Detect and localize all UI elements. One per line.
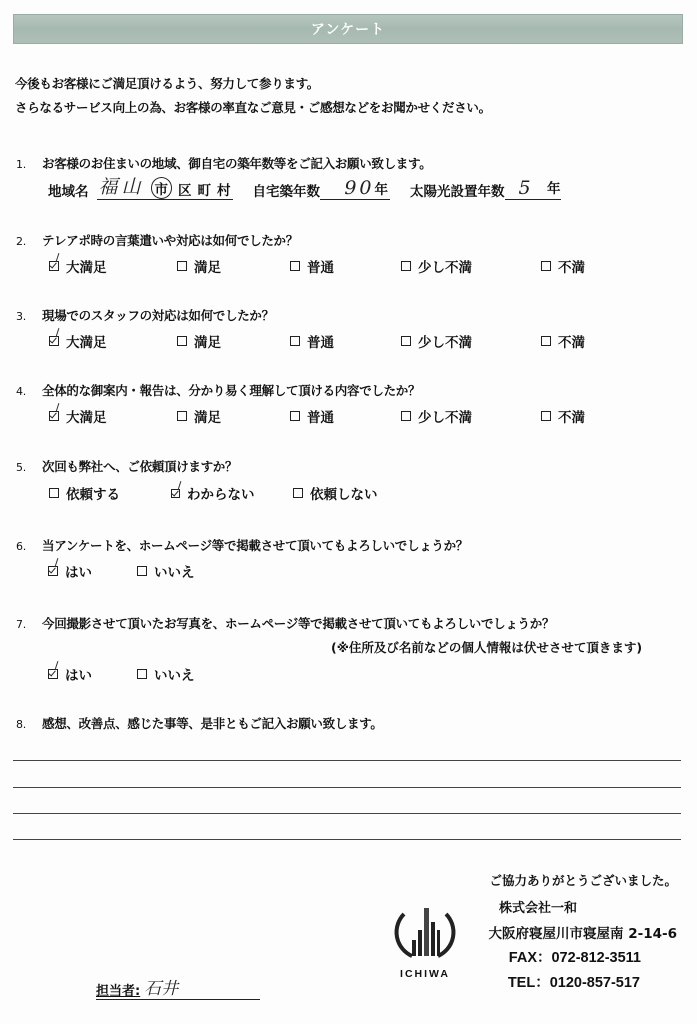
checkbox-icon[interactable] <box>541 261 551 271</box>
checkbox-icon[interactable] <box>290 336 300 346</box>
q5-option-will-not-request[interactable]: 依頼しない <box>293 483 378 503</box>
question-5 <box>16 457 237 475</box>
checkbox-icon[interactable] <box>401 261 411 271</box>
q2-option-satisfied[interactable]: 満足 <box>177 256 221 276</box>
thanks-message: ご協力ありがとうございました。 <box>489 873 677 888</box>
q3-option-very-satisfied[interactable]: 大満足 <box>49 331 107 351</box>
q1-fields <box>48 172 561 200</box>
checkbox-icon[interactable] <box>401 411 411 421</box>
checkbox-icon[interactable] <box>401 336 411 346</box>
q2-option-slightly-unsatisfied[interactable]: 少し不満 <box>401 256 472 276</box>
region-unit-city[interactable]: 市 <box>151 177 173 199</box>
q7-option-yes[interactable]: はい <box>48 664 92 684</box>
checkbox-icon[interactable] <box>177 336 187 346</box>
checkbox-icon[interactable] <box>177 261 187 271</box>
logo-text: ICHIWA <box>400 968 450 980</box>
company-name: 株式会社一和 <box>498 901 577 916</box>
solar-label: 太陽光設置年数 <box>410 184 505 200</box>
question-text: 当アンケートを、ホームページ等で掲載させて頂いてもよろしいでしょうか？ <box>42 538 469 553</box>
question-2 <box>16 231 298 249</box>
question-number: 1. <box>16 158 26 171</box>
question-3 <box>16 306 274 324</box>
checkbox-checked-icon[interactable] <box>171 489 180 498</box>
q5-option-dont-know[interactable]: わからない <box>171 483 255 503</box>
question-number: 6. <box>16 540 26 553</box>
question-6 <box>16 536 468 554</box>
q6-option-yes[interactable]: はい <box>48 561 92 581</box>
q2-option-unsatisfied[interactable]: 不満 <box>541 256 585 276</box>
question-number: 4. <box>16 385 26 398</box>
comment-line-1[interactable] <box>13 760 681 761</box>
ichiwa-logo <box>390 900 460 980</box>
checkbox-icon[interactable] <box>137 566 147 576</box>
building-logo-icon <box>390 900 460 962</box>
q3-option-normal[interactable]: 普通 <box>290 331 334 351</box>
q7-option-no[interactable]: いいえ <box>137 664 195 684</box>
checkbox-icon[interactable] <box>541 411 551 421</box>
house-age-value: 90 <box>344 177 375 199</box>
question-text: 次回も弊社へ、ご依頼頂けますか？ <box>42 459 238 474</box>
intro-line-2: さらなるサービス向上の為、お客様の率直なご意見・ご感想などをお聞かせください。 <box>15 100 491 115</box>
question-text: 感想、改善点、感じた事等、是非ともご記入お願い致します。 <box>42 716 383 731</box>
region-label: 地域名 <box>48 184 89 200</box>
question-8 <box>16 714 383 732</box>
comment-line-3[interactable] <box>13 813 681 814</box>
house-age-unit: 年 <box>374 182 389 198</box>
survey-title: アンケート <box>310 22 386 38</box>
question-number: 5. <box>16 461 26 474</box>
checkbox-checked-icon[interactable] <box>48 566 58 576</box>
q4-option-slightly-unsatisfied[interactable]: 少し不満 <box>401 406 472 426</box>
company-tel: TEL：0120-857-517 <box>507 975 640 991</box>
question-text: お客様のお住まいの地域、御自宅の築年数等をご記入お願い致します。 <box>42 156 432 171</box>
staff-signature: 石井 <box>144 979 179 999</box>
q2-option-very-satisfied[interactable]: 大満足 <box>49 256 107 276</box>
checkbox-icon[interactable] <box>49 488 59 498</box>
checkbox-icon[interactable] <box>290 411 300 421</box>
comment-line-4[interactable] <box>13 839 681 840</box>
q4-option-normal[interactable]: 普通 <box>290 406 334 426</box>
intro-line-1: 今後もお客様にご満足頂けるよう、努力して参ります。 <box>15 76 320 91</box>
q4-option-unsatisfied[interactable]: 不満 <box>541 406 585 426</box>
company-fax: FAX：072-812-3511 <box>508 950 641 966</box>
survey-header-bar <box>13 14 683 44</box>
checkbox-checked-icon[interactable] <box>49 336 59 346</box>
solar-value: 5 <box>518 177 531 199</box>
q3-option-unsatisfied[interactable]: 不満 <box>541 331 585 351</box>
q5-option-will-request[interactable]: 依頼する <box>49 483 120 503</box>
question-text: 現場でのスタッフの対応は如何でしたか？ <box>42 308 274 323</box>
q3-option-satisfied[interactable]: 満足 <box>177 331 221 351</box>
solar-field[interactable] <box>505 177 561 200</box>
region-unit-town[interactable]: 町 <box>197 183 212 199</box>
region-unit-ward[interactable]: 区 <box>178 183 192 199</box>
house-age-field[interactable] <box>320 177 390 200</box>
region-unit-village[interactable]: 村 <box>217 183 231 199</box>
checkbox-icon[interactable] <box>293 488 303 498</box>
checkbox-checked-icon[interactable] <box>48 669 58 679</box>
q6-option-no[interactable]: いいえ <box>137 561 195 581</box>
question-number: 7. <box>16 618 26 631</box>
staff-label: 担当者: <box>96 984 141 999</box>
staff-field[interactable] <box>96 974 260 1000</box>
checkbox-icon[interactable] <box>290 261 300 271</box>
question-text: 今回撮影させて頂いたお写真を、ホームページ等で掲載させて頂いてもよろしいでしょうか？ <box>42 616 555 631</box>
checkbox-checked-icon[interactable] <box>49 411 59 421</box>
q4-option-satisfied[interactable]: 満足 <box>177 406 221 426</box>
question-number: 2. <box>16 235 26 248</box>
checkbox-checked-icon[interactable] <box>49 261 59 271</box>
q7-privacy-note: (※住所及び名前などの個人情報は伏せさせて頂きます) <box>331 640 643 655</box>
question-number: 8. <box>16 718 26 731</box>
company-address: 大阪府寝屋川市寝屋南 2-14-6 <box>488 926 677 942</box>
house-age-label: 自宅築年数 <box>252 184 321 200</box>
region-field[interactable] <box>97 172 233 200</box>
checkbox-icon[interactable] <box>137 669 147 679</box>
q2-option-normal[interactable]: 普通 <box>290 256 334 276</box>
comment-line-2[interactable] <box>13 787 681 788</box>
question-7 <box>16 614 554 632</box>
checkbox-icon[interactable] <box>177 411 187 421</box>
checkbox-icon[interactable] <box>541 336 551 346</box>
q4-option-very-satisfied[interactable]: 大満足 <box>49 406 107 426</box>
solar-unit: 年 <box>547 181 561 197</box>
question-1 <box>16 154 431 172</box>
question-4 <box>16 381 420 399</box>
q3-option-slightly-unsatisfied[interactable]: 少し不満 <box>401 331 472 351</box>
question-number: 3. <box>16 310 26 323</box>
question-text: 全体的な御案内・報告は、分かり易く理解して頂ける内容でしたか？ <box>42 383 421 398</box>
region-value: 福山 <box>98 176 145 198</box>
question-text: テレアポ時の言葉遣いや対応は如何でしたか？ <box>42 233 298 248</box>
